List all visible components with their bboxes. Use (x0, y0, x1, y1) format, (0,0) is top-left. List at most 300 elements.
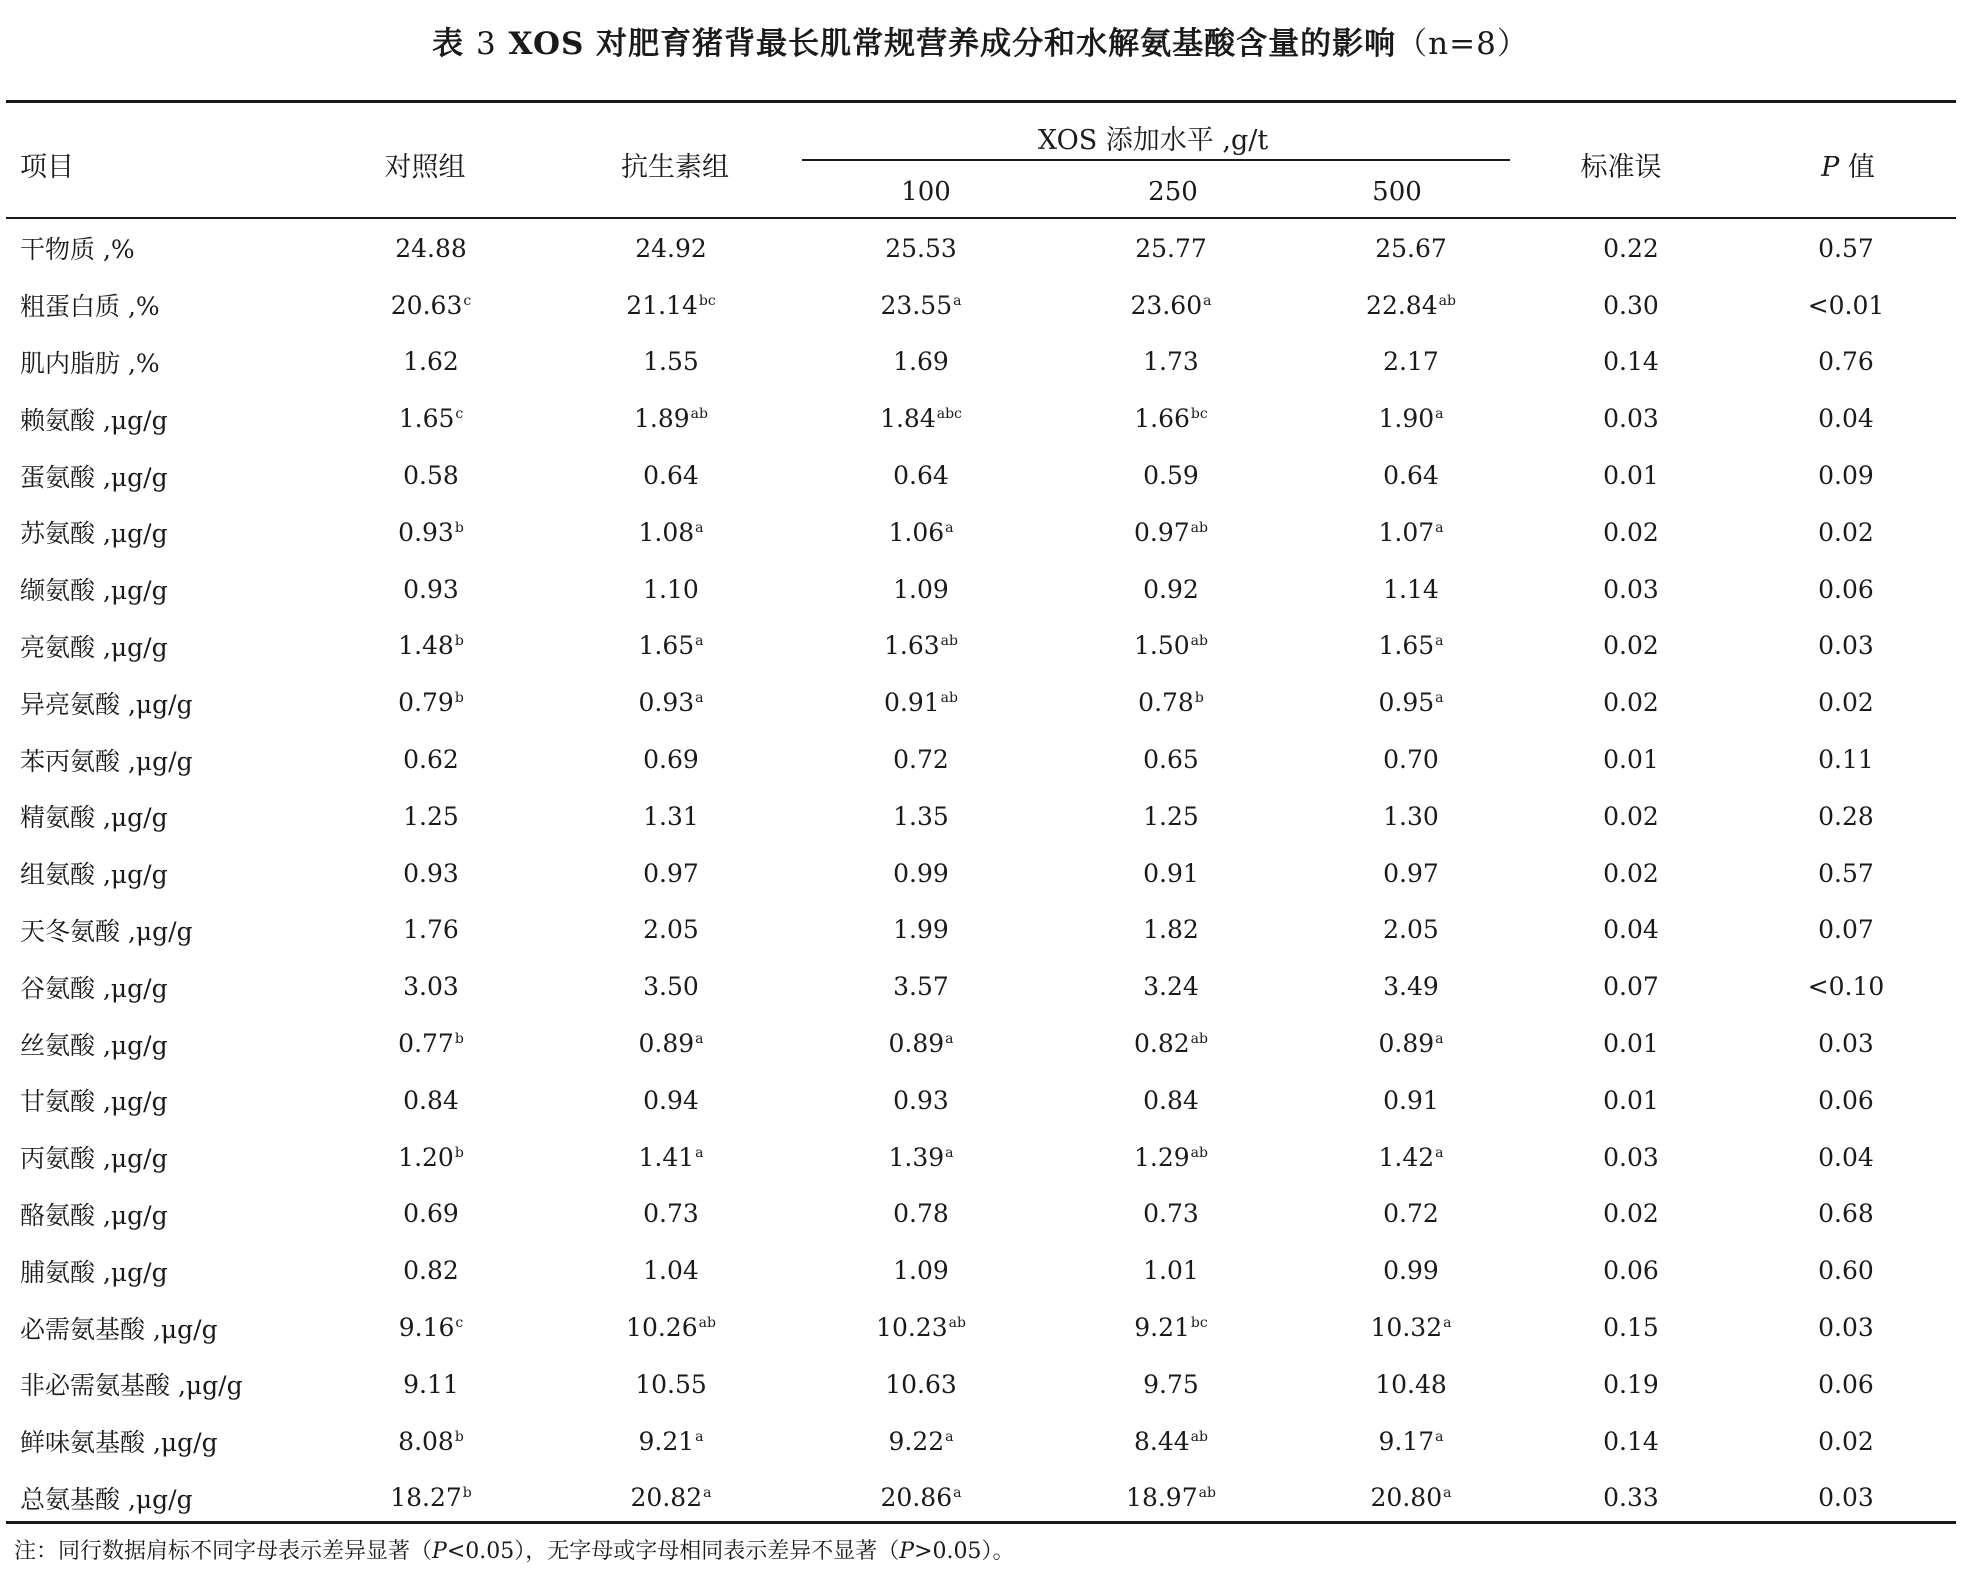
cell-value: 2.05 (1383, 915, 1439, 945)
cell-value: 1.10 (643, 574, 699, 604)
cell-value: 0.91 (884, 688, 940, 718)
cell-value: 10.32 (1370, 1313, 1443, 1343)
row-label: 苏氨酸 ,μg/g (20, 519, 168, 549)
cell-x250 (1046, 674, 1296, 731)
cell-value: 8.44 (1134, 1426, 1190, 1456)
row-label: 鲜味氨基酸 ,μg/g (20, 1428, 218, 1458)
cell-x500 (1296, 958, 1526, 1015)
cell-ab (546, 504, 796, 561)
cell-sem: 0.03 (1603, 404, 1659, 434)
cell-sem: 0.01 (1603, 1085, 1659, 1115)
header-xos-500: 500 (1372, 177, 1422, 207)
cell-c (316, 1186, 546, 1243)
cell-sem: 0.06 (1603, 1256, 1659, 1286)
title-prefix: 表 (432, 26, 465, 62)
cell-value: 1.66 (1134, 404, 1190, 434)
cell-value: 3.57 (893, 972, 949, 1002)
cell-value: 0.82 (1134, 1029, 1190, 1059)
cell-p: 0.76 (1818, 347, 1874, 377)
cell-x500 (1296, 334, 1526, 391)
significance-letter: c (463, 292, 472, 309)
cell-value: 1.35 (893, 801, 949, 831)
cell-sem: 0.02 (1603, 688, 1659, 718)
note-part-1: 注：同行数据肩标不同字母表示差异显著（ (14, 1539, 433, 1564)
cell-c (316, 845, 546, 902)
cell-value: 8.08 (398, 1426, 454, 1456)
cell-x100 (796, 788, 1046, 845)
cell-x250 (1046, 1129, 1296, 1186)
cell-c (316, 1356, 546, 1413)
cell-x250 (1046, 220, 1296, 277)
cell-c (316, 902, 546, 959)
cell-value: 0.89 (1378, 1029, 1435, 1059)
table-row (6, 1242, 1956, 1299)
cell-value: 1.89 (634, 404, 690, 434)
significance-letter: a (1443, 1485, 1452, 1502)
cell-value: 0.93 (403, 858, 459, 888)
row-label: 赖氨酸 ,μg/g (20, 405, 168, 435)
significance-letter: a (1435, 406, 1444, 423)
table-row (6, 504, 1956, 561)
cell-sem: 0.01 (1603, 1029, 1659, 1059)
significance-letter: a (1435, 633, 1444, 650)
table-row (6, 447, 1956, 504)
table-row (6, 1072, 1956, 1129)
cell-value: 24.92 (635, 233, 707, 263)
cell-x500 (1296, 504, 1526, 561)
cell-value: 1.25 (1143, 801, 1199, 831)
cell-value: 1.65 (638, 631, 695, 661)
cell-value: 0.72 (893, 745, 949, 775)
cell-value: 1.41 (638, 1142, 695, 1172)
table-row (6, 334, 1956, 391)
cell-value: 1.42 (1378, 1142, 1435, 1172)
cell-p: 0.57 (1818, 858, 1874, 888)
cell-ab (546, 1242, 796, 1299)
significance-letter: bc (1190, 1315, 1208, 1332)
cell-value: 0.78 (1138, 688, 1194, 718)
cell-c (316, 618, 546, 675)
row-label: 蛋氨酸 ,μg/g (20, 462, 168, 492)
cell-x250 (1046, 504, 1296, 561)
cell-sem: 0.22 (1603, 233, 1659, 263)
significance-letter: bc (1190, 406, 1208, 423)
row-label: 甘氨酸 ,μg/g (20, 1087, 168, 1117)
cell-value: 1.39 (888, 1142, 945, 1172)
cell-x100 (796, 1129, 1046, 1186)
note-p-1: P (432, 1539, 447, 1564)
cell-x100 (796, 1015, 1046, 1072)
significance-letter: ab (1198, 1485, 1216, 1502)
cell-value: 0.93 (403, 574, 459, 604)
cell-value: 9.16 (398, 1313, 455, 1343)
cell-value: 23.55 (880, 290, 953, 320)
cell-ab (546, 447, 796, 504)
cell-value: 20.82 (630, 1483, 703, 1513)
table-row (6, 845, 1956, 902)
cell-ab (546, 674, 796, 731)
cell-value: 0.59 (1143, 461, 1199, 491)
significance-letter: ab (948, 1315, 966, 1332)
cell-value: 20.86 (880, 1483, 953, 1513)
cell-sem: 0.02 (1603, 517, 1659, 547)
cell-x500 (1296, 902, 1526, 959)
note-part-2: <0.05），无字母或字母相同表示差异不显著（ (446, 1539, 900, 1564)
cell-value: 10.23 (876, 1313, 948, 1343)
table-row (6, 277, 1956, 334)
cell-value: 1.48 (398, 631, 454, 661)
significance-letter: b (462, 1485, 472, 1502)
cell-ab (546, 1413, 796, 1470)
row-label: 苯丙氨酸 ,μg/g (20, 746, 193, 776)
cell-value: 0.69 (403, 1199, 459, 1229)
cell-value: 0.93 (893, 1085, 949, 1115)
significance-letter: a (945, 1428, 954, 1445)
cell-x100 (796, 334, 1046, 391)
significance-letter: c (455, 1315, 464, 1332)
cell-value: 20.80 (1370, 1483, 1443, 1513)
cell-value: 24.88 (395, 233, 467, 263)
table-row (6, 618, 1956, 675)
cell-x500 (1296, 1015, 1526, 1072)
cell-c (316, 958, 546, 1015)
cell-value: 21.14 (626, 290, 698, 320)
cell-x500 (1296, 674, 1526, 731)
significance-letter: a (945, 1144, 954, 1161)
cell-ab (546, 390, 796, 447)
cell-value: 0.62 (403, 745, 459, 775)
significance-letter: b (454, 1031, 464, 1048)
cell-x250 (1046, 447, 1296, 504)
cell-x250 (1046, 958, 1296, 1015)
table-row (6, 1470, 1956, 1527)
cell-value: 9.21 (638, 1426, 695, 1456)
cell-value: 9.17 (1378, 1426, 1435, 1456)
cell-p: 0.60 (1818, 1256, 1874, 1286)
cell-sem: 0.07 (1603, 972, 1659, 1002)
cell-sem: 0.02 (1603, 858, 1659, 888)
cell-value: 0.93 (638, 688, 695, 718)
cell-value: 0.73 (1143, 1199, 1199, 1229)
table-row (6, 561, 1956, 618)
cell-c (316, 788, 546, 845)
cell-value: 0.95 (1378, 688, 1435, 718)
header-rule (6, 217, 1956, 219)
cell-x250 (1046, 902, 1296, 959)
cell-value: 0.72 (1383, 1199, 1439, 1229)
title-sample-size: （n=8） (1396, 26, 1529, 62)
cell-value: 9.22 (888, 1426, 945, 1456)
significance-letter: a (1435, 519, 1444, 536)
cell-x250 (1046, 845, 1296, 902)
cell-x100 (796, 958, 1046, 1015)
cell-ab (546, 1470, 796, 1527)
cell-x250 (1046, 1015, 1296, 1072)
header-xos-100: 100 (901, 177, 951, 207)
cell-sem: 0.01 (1603, 745, 1659, 775)
xos-group-rule (802, 159, 1510, 161)
cell-x500 (1296, 1072, 1526, 1129)
cell-x100 (796, 504, 1046, 561)
cell-p: 0.03 (1818, 1313, 1874, 1343)
cell-p: 0.06 (1818, 574, 1874, 604)
cell-x100 (796, 447, 1046, 504)
cell-value: 1.65 (1378, 631, 1435, 661)
cell-sem: 0.19 (1603, 1369, 1659, 1399)
significance-letter: a (953, 1485, 962, 1502)
cell-x100 (796, 1413, 1046, 1470)
row-label: 缬氨酸 ,μg/g (20, 576, 168, 606)
cell-sem: 0.01 (1603, 461, 1659, 491)
cell-x100 (796, 220, 1046, 277)
row-label: 谷氨酸 ,μg/g (20, 973, 168, 1003)
cell-p: 0.03 (1818, 1029, 1874, 1059)
cell-ab (546, 1129, 796, 1186)
significance-letter: b (454, 519, 464, 536)
cell-p: 0.57 (1818, 233, 1874, 263)
cell-value: 2.05 (643, 915, 699, 945)
table-row (6, 1129, 1956, 1186)
cell-value: 1.01 (1143, 1256, 1199, 1286)
cell-value: 1.90 (1378, 404, 1435, 434)
cell-ab (546, 1356, 796, 1413)
row-label: 粗蛋白质 ,% (20, 292, 160, 322)
cell-x100 (796, 277, 1046, 334)
cell-value: 0.89 (638, 1029, 695, 1059)
table-row (6, 902, 1956, 959)
header-xos-group: XOS 添加水平 ,g/t (1037, 125, 1269, 156)
cell-value: 0.91 (1143, 858, 1199, 888)
cell-c (316, 390, 546, 447)
cell-ab (546, 1299, 796, 1356)
cell-value: 10.55 (635, 1369, 707, 1399)
row-label: 酪氨酸 ,μg/g (20, 1200, 168, 1230)
cell-x250 (1046, 731, 1296, 788)
cell-value: 1.31 (643, 801, 699, 831)
significance-letter: ab (1190, 1428, 1208, 1445)
row-label: 干物质 ,% (20, 235, 135, 265)
cell-value: 1.20 (398, 1142, 454, 1172)
cell-p: 0.04 (1818, 404, 1874, 434)
cell-value: 0.73 (643, 1199, 699, 1229)
cell-value: 0.97 (1134, 517, 1190, 547)
significance-letter: ab (1190, 1031, 1208, 1048)
cell-sem: 0.33 (1603, 1483, 1659, 1513)
cell-value: 3.24 (1143, 972, 1199, 1002)
row-label: 总氨基酸 ,μg/g (20, 1484, 193, 1514)
cell-value: 1.30 (1383, 801, 1439, 831)
cell-x250 (1046, 1186, 1296, 1243)
cell-x100 (796, 1242, 1046, 1299)
significance-letter: ab (698, 1315, 716, 1332)
title-text: XOS 对肥育猪背最长肌常规营养成分和水解氨基酸含量的影响 (508, 26, 1397, 62)
cell-x250 (1046, 1356, 1296, 1413)
cell-sem: 0.02 (1603, 631, 1659, 661)
cell-x500 (1296, 845, 1526, 902)
cell-sem: 0.30 (1603, 290, 1659, 320)
cell-value: 1.63 (884, 631, 940, 661)
significance-letter: c (455, 406, 464, 423)
header-p-value (1821, 145, 1875, 184)
significance-letter: a (695, 1428, 704, 1445)
cell-x500 (1296, 1242, 1526, 1299)
note-p-2: P (899, 1539, 915, 1564)
cell-value: 18.97 (1126, 1483, 1198, 1513)
cell-value: 3.03 (403, 972, 459, 1002)
cell-value: 3.49 (1383, 972, 1439, 1002)
row-label: 肌内脂肪 ,% (20, 348, 160, 378)
cell-x100 (796, 390, 1046, 447)
cell-c (316, 1470, 546, 1527)
table-row (6, 1186, 1956, 1243)
table-row (6, 1299, 1956, 1356)
cell-value: 0.64 (643, 461, 699, 491)
top-rule (6, 100, 1956, 103)
table-row (6, 1356, 1956, 1413)
cell-value: 1.99 (893, 915, 949, 945)
cell-value: 1.09 (893, 574, 949, 604)
table-row (6, 220, 1956, 277)
header-antibiotic: 抗生素组 (621, 152, 729, 183)
cell-x250 (1046, 1072, 1296, 1129)
significance-letter: a (703, 1485, 712, 1502)
cell-x500 (1296, 1129, 1526, 1186)
cell-x100 (796, 674, 1046, 731)
cell-value: 1.07 (1378, 517, 1435, 547)
cell-x500 (1296, 618, 1526, 675)
cell-x250 (1046, 1242, 1296, 1299)
cell-value: 1.09 (893, 1256, 949, 1286)
cell-sem: 0.02 (1603, 1199, 1659, 1229)
significance-letter: b (454, 690, 464, 707)
table-row (6, 390, 1956, 447)
cell-value: 0.99 (1383, 1256, 1439, 1286)
cell-p: <0.01 (1807, 290, 1885, 320)
cell-x250 (1046, 1470, 1296, 1527)
cell-sem: 0.14 (1603, 347, 1659, 377)
significance-letter: ab (940, 633, 958, 650)
cell-value: 0.84 (403, 1085, 459, 1115)
cell-value: 10.26 (626, 1313, 698, 1343)
cell-value: 0.70 (1383, 745, 1439, 775)
cell-value: 20.63 (390, 290, 463, 320)
header-control: 对照组 (384, 152, 466, 183)
significance-letter: b (454, 1144, 464, 1161)
cell-value: 0.97 (643, 858, 699, 888)
significance-letter: a (1203, 292, 1212, 309)
row-label: 亮氨酸 ,μg/g (20, 632, 168, 662)
cell-c (316, 1015, 546, 1072)
cell-p: 0.07 (1818, 915, 1874, 945)
cell-x250 (1046, 561, 1296, 618)
cell-value: 0.92 (1143, 574, 1199, 604)
cell-c (316, 561, 546, 618)
cell-x250 (1046, 1299, 1296, 1356)
cell-value: 2.17 (1383, 347, 1439, 377)
cell-p: <0.10 (1807, 972, 1885, 1002)
row-label: 非必需氨基酸 ,μg/g (20, 1371, 243, 1401)
cell-x500 (1296, 1186, 1526, 1243)
header-item: 项目 (20, 152, 74, 183)
significance-letter: abc (936, 406, 962, 423)
cell-c (316, 1299, 546, 1356)
cell-value: 1.84 (880, 404, 936, 434)
significance-letter: ab (1190, 633, 1208, 650)
header-sem: 标准误 (1580, 152, 1662, 183)
title-number: 3 (475, 26, 497, 62)
significance-letter: a (695, 1144, 704, 1161)
cell-value: 0.93 (398, 517, 454, 547)
row-label: 丝氨酸 ,μg/g (20, 1030, 168, 1060)
cell-p: 0.06 (1818, 1369, 1874, 1399)
data-table (6, 220, 1956, 1526)
cell-c (316, 334, 546, 391)
table-row (6, 1015, 1956, 1072)
significance-letter: a (695, 633, 704, 650)
row-label: 脯氨酸 ,μg/g (20, 1257, 168, 1287)
significance-letter: b (454, 633, 464, 650)
significance-letter: ab (940, 690, 958, 707)
cell-value: 1.14 (1383, 574, 1439, 604)
cell-value: 18.27 (390, 1483, 462, 1513)
cell-c (316, 220, 546, 277)
cell-x100 (796, 1470, 1046, 1527)
cell-x250 (1046, 277, 1296, 334)
cell-p: 0.03 (1818, 1483, 1874, 1513)
cell-value: 0.64 (1383, 461, 1439, 491)
cell-p: 0.09 (1818, 461, 1874, 491)
cell-value: 0.77 (398, 1029, 454, 1059)
significance-letter: a (1435, 690, 1444, 707)
cell-x100 (796, 731, 1046, 788)
cell-value: 0.64 (893, 461, 949, 491)
cell-value: 0.97 (1383, 858, 1439, 888)
cell-value: 25.67 (1375, 233, 1447, 263)
cell-value: 1.50 (1134, 631, 1190, 661)
cell-x500 (1296, 788, 1526, 845)
cell-ab (546, 561, 796, 618)
cell-ab (546, 845, 796, 902)
significance-letter: ab (690, 406, 708, 423)
table-title (0, 18, 1961, 63)
cell-value: 25.53 (885, 233, 957, 263)
cell-c (316, 447, 546, 504)
cell-value: 22.84 (1366, 290, 1438, 320)
significance-letter: a (695, 690, 704, 707)
table-footnote (14, 1534, 1014, 1565)
cell-x500 (1296, 277, 1526, 334)
significance-letter: a (953, 292, 962, 309)
cell-ab (546, 788, 796, 845)
cell-ab (546, 618, 796, 675)
cell-value: 0.65 (1143, 745, 1199, 775)
cell-value: 0.91 (1383, 1085, 1439, 1115)
significance-letter: a (1443, 1315, 1452, 1332)
cell-ab (546, 731, 796, 788)
cell-p: 0.28 (1818, 801, 1874, 831)
table-row (6, 674, 1956, 731)
significance-letter: a (945, 519, 954, 536)
row-label: 精氨酸 ,μg/g (20, 803, 168, 833)
row-label: 必需氨基酸 ,μg/g (20, 1314, 218, 1344)
row-label: 天冬氨酸 ,μg/g (20, 916, 193, 946)
cell-value: 0.82 (403, 1256, 459, 1286)
cell-x250 (1046, 788, 1296, 845)
significance-letter: b (454, 1428, 464, 1445)
row-label: 丙氨酸 ,μg/g (20, 1144, 168, 1174)
significance-letter: a (695, 519, 704, 536)
cell-ab (546, 958, 796, 1015)
